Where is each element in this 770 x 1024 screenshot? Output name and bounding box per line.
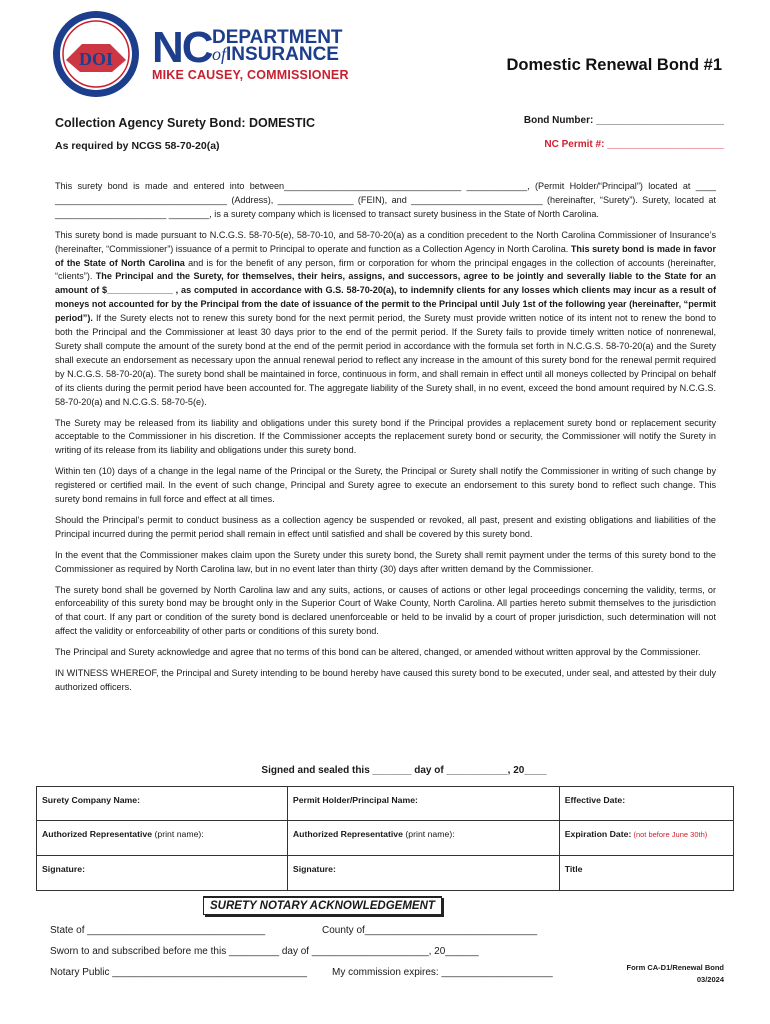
bond-body — [55, 180, 716, 695]
document-title: Domestic Renewal Bond #1 — [506, 56, 722, 74]
signed-sealed-line[interactable]: Signed and sealed this _______ day of ___________, 20____ — [261, 765, 547, 776]
principal-rep-print: (print name): — [402, 829, 455, 839]
p2-text-c: and is for the benefit of any person, firm or corporation for whom the principal engages in the collection of accounts (hereinafter, “clients”). — [55, 257, 716, 282]
logo-nc: NC — [152, 23, 212, 72]
table-row — [37, 787, 734, 821]
bond-type-heading: Collection Agency Surety Bond: DOMESTIC — [55, 116, 315, 130]
logo-of: of — [212, 44, 227, 64]
paragraph-governing-law: The surety bond shall be governed by North Carolina law and any suits, actions, or causes of actions or other legal proceedings concerning the validity, terms, or enforceability of this surety bond may be brought only in the Superior Court of Wake County, North Carolina. All parties hereto submit themselves to the jurisdiction of that court. If any part or condition of the surety bond is declared unenforceable or held to be invalid by a court of proper jurisdiction, such determination will not affect the validity or enforceability of other parts or conditions of this surety bond. — [55, 584, 716, 637]
form-id-text: Form CA-D1/Renewal Bond — [626, 963, 724, 972]
principal-signature-label: Signature: — [292, 864, 336, 874]
paragraph-amendments: The Principal and Surety acknowledge and agree that no terms of this bond can be altered, changed, or amended without written approval by the Commissioner. — [55, 647, 701, 658]
bond-requirement: As required by NCGS 58-70-20(a) — [55, 140, 220, 152]
p2-bold-favor: This surety bond is made in favor of the State of North Carolina — [55, 243, 716, 268]
principal-name-cell[interactable] — [287, 787, 559, 821]
logo-insurance: INSURANCE — [226, 44, 339, 65]
table-row — [37, 856, 734, 891]
paragraph-witness: IN WITNESS WHEREOF, the Principal and Surety intending to be bound hereby have caused this surety bond to be executed, under seal, and attested by their duly authorized officers. — [55, 668, 716, 692]
logo-department: DEPARTMENT — [212, 27, 343, 48]
bond-number-field[interactable]: Bond Number: _______________________ — [523, 115, 724, 126]
surety-signature-cell[interactable] — [37, 856, 288, 891]
paragraph-parties: This surety bond is made and entered into between___________________________________ ____________, (Permit Holder/“Principal”) located at ____ __________________________________ (Address), _______________ (FEIN), and __________________________ (hereinafter, “Surety”). Surety, located at ______________________ ________, is a surety company which is licensed to transact surety business in the State of North Carolina. — [55, 181, 716, 219]
expiration-date-note: (not before June 30th) — [631, 830, 708, 839]
paragraph-purpose — [55, 229, 716, 410]
title-label: Title — [564, 864, 583, 874]
surety-rep-label: Authorized Representative — [42, 829, 153, 839]
expiration-date-label: Expiration Date: — [564, 829, 632, 839]
notary-public-field[interactable]: Notary Public ___________________________________ — [50, 967, 307, 978]
nc-permit-field[interactable]: NC Permit #: _____________________ — [544, 139, 724, 150]
doi-seal-logo — [52, 10, 140, 98]
notary-state-field[interactable]: State of ________________________________ — [50, 925, 266, 936]
title-cell[interactable] — [559, 856, 733, 891]
principal-name-label: Permit Holder/Principal Name: — [292, 795, 418, 805]
surety-signature-label: Signature: — [42, 864, 85, 874]
p2-text-e: If the Surety elects not to renew this surety bond for the next permit period, the Surety must provide written notice of its intent not to renew the bond to both the Principal and the Commissioner at least 30 days prior to the end of the permit period. If the Surety fails to provide timely written notice of nonrenewal, Surety shall compute the amount of the surety bond at the end of the permit period in accordance with the formula set forth in N.C.G.S. 58-70-20(a) and the Surety shall execute an endorsement as necessary upon the annual renewal period to reflect any increase in the amount of this surety bond for the renewal permit required by N.C.G.S. 58-70-20(a). The surety bond shall be maintained in force, continuous in form, and shall remain in effect until all moneys collected by Principal on behalf of its clients during the permit period have been accounted for. The aggregate liability of the Surety shall, in no event, exceed the bond amount required by N.C.G.S. 58-70-20(a) and N.C.G.S. 58-70-5(e). — [55, 313, 716, 407]
paragraph-suspension: Should the Principal’s permit to conduct business as a collection agency be suspended or revoked, all past, present and existing obligations and liabilities of the Principal incurred during the permit period shall remain in effect until satisfied and shall be covered by this surety bond. — [55, 514, 716, 539]
p2-text-a: This surety bond is made pursuant to N.C.G.S. 58-70-5(e), 58-70-10, and 58-70-20(a) as a condition precedent to the North Carolina Commissioner of Insurance’s (hereinafter, “Commissioner”) issuance of a permit to Principal to operate and function as a Collection Agency in North Carolina. — [55, 229, 716, 254]
notary-sworn-field[interactable]: Sworn to and subscribed before me this _________ day of _____________________, 20______ — [50, 946, 479, 957]
table-row — [37, 821, 734, 856]
effective-date-cell[interactable] — [559, 787, 733, 821]
p2-bold-liability: The Principal and the Surety, for themselves, their heirs, assigns, and successors, agree to be jointly and severally liable to the State for an amount of $_____________ , as computed in accordance with G.S. 58-70-20(a), to indemnify clients for any losses which clients may incur as a result of moneys not accounted for by the Principal from the date of issuance of the permit to the Principal until July 1st of the following year (hereinafter, “permit period”). — [55, 271, 716, 324]
paragraph-release: The Surety may be released from its liability and obligations under this surety bond if the Principal provides a replacement surety bond or replacement security acceptable to the Commissioner in his discretion. If the Commissioner accepts the replacement surety bond or security, the Commissioner will notify the Surety in writing of its release from its liability and obligations under this surety bond. — [55, 417, 716, 456]
expiration-date-cell[interactable] — [559, 821, 733, 856]
surety-company-cell[interactable] — [37, 787, 288, 821]
notary-commission-field[interactable]: My commission expires: ____________________ — [332, 967, 553, 978]
notary-county-field[interactable]: County of_______________________________ — [322, 925, 538, 936]
form-identifier — [626, 962, 724, 986]
paragraph-claims: In the event that the Commissioner makes claim upon the Surety under this surety bond, the Surety shall remit payment under the terms of this surety bond to the Commissioner as required by North Carolina law, but in no event later than thirty (30) days after written demand by the Commissioner. — [55, 549, 716, 574]
principal-rep-cell[interactable] — [287, 821, 559, 856]
seal-text: DOI — [78, 49, 114, 69]
effective-date-label: Effective Date: — [564, 795, 626, 805]
form-date-text: 03/2024 — [696, 975, 724, 984]
paragraph-name-change: Within ten (10) days of a change in the legal name of the Principal or the Surety, the Principal or Surety shall notify the Commissioner in writing of such change by registered or certified mail. In the event of such change, Principal and Surety agree to execute an endorsement to this surety bond to reflect such change. This surety bond remains in full force and effect at all times. — [55, 466, 716, 505]
commissioner-name: MIKE CAUSEY, COMMISSIONER — [152, 68, 349, 82]
principal-signature-cell[interactable] — [287, 856, 559, 891]
logo-insurance-line — [212, 45, 339, 64]
surety-rep-print: (print name): — [152, 829, 204, 839]
surety-rep-cell[interactable] — [37, 821, 288, 856]
surety-company-label: Surety Company Name: — [42, 795, 141, 805]
notary-heading: SURETY NOTARY ACKNOWLEDGEMENT — [203, 896, 442, 915]
signature-table — [36, 786, 734, 891]
principal-rep-label: Authorized Representative — [292, 829, 403, 839]
